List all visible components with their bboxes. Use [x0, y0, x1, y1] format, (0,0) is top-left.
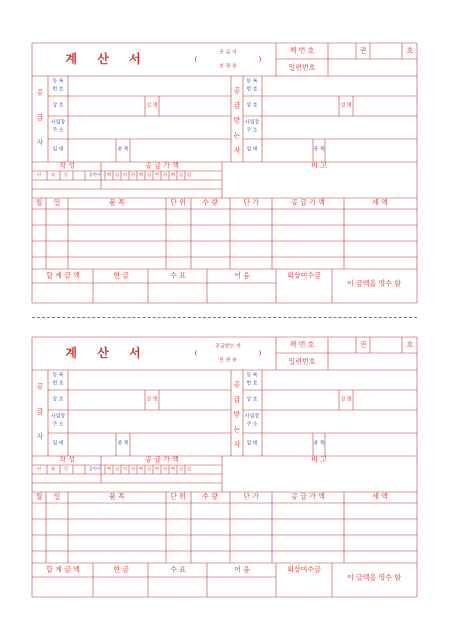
business-type-label: 업 태: [52, 440, 64, 447]
digit-label: 백: [138, 465, 144, 471]
date-unit-label: 일: [63, 465, 69, 471]
digit-label: 만: [154, 171, 160, 177]
reg-no-label: 등 록: [246, 78, 258, 85]
item-header: 단 위: [170, 198, 186, 207]
item-header: 품 목: [109, 198, 125, 207]
reg-no-label: 번 호: [246, 380, 258, 387]
address-label: 사업장: [50, 413, 66, 420]
receiver-vertical-label: 공: [233, 86, 241, 95]
address-label: 주 소: [246, 127, 258, 134]
trade-name-label: 상 호: [52, 102, 64, 109]
digit-label: 십: [146, 171, 152, 177]
receiver-vertical-label: 급: [233, 101, 241, 110]
serial-label: 일련번호: [288, 63, 316, 72]
supply-amount-label: 공 급 가 액: [145, 161, 179, 170]
business-item-label: 종 목: [313, 146, 325, 153]
bill-label: 어 음: [234, 565, 250, 574]
item-header: 일: [53, 198, 61, 207]
serial-label: 일련번호: [288, 357, 316, 366]
invoice-supplier-copy: [32, 43, 417, 303]
trade-name-label: 상 호: [246, 396, 258, 403]
paren-open: (: [194, 55, 198, 64]
item-header: 단 가: [243, 198, 259, 207]
supply-amount-label: 공 급 가 액: [145, 455, 179, 464]
item-header: 단 가: [243, 492, 259, 501]
digit-label: 십: [146, 465, 152, 471]
receiver-vertical-label: 공: [233, 380, 241, 389]
reg-no-label: 번 호: [246, 86, 258, 93]
digit-label: 백: [106, 465, 112, 471]
business-type-label: 업 태: [246, 440, 258, 447]
copy-type-line2: 보 관 용: [219, 63, 237, 70]
reg-no-label: 번 호: [52, 380, 64, 387]
invoice-receiver-copy: [32, 337, 417, 597]
copy-type-line1: 공 급 자: [219, 49, 237, 56]
reg-no-label: 등 록: [52, 372, 64, 379]
receiver-vertical-label: 자: [233, 440, 241, 449]
digit-label: 백: [170, 171, 176, 177]
date-unit-label: 월: [50, 465, 56, 471]
cut-line: [32, 317, 417, 318]
supplier-vertical-label: 공: [36, 88, 44, 97]
written-label: 작 성: [59, 161, 75, 170]
copy-type-line2: 보 관 용: [219, 357, 237, 364]
digit-label: 천: [130, 171, 136, 177]
receiver-vertical-label: 는: [233, 131, 241, 140]
supplier-vertical-label: 자: [36, 432, 44, 441]
copy-type-line1: 공급받는 자: [215, 343, 241, 350]
form-title: 계 산 서: [65, 52, 149, 66]
paren-close: ): [258, 349, 262, 358]
address-label: 주 소: [52, 127, 64, 134]
ho-label: 호: [406, 340, 414, 349]
written-label: 작 성: [59, 455, 75, 464]
item-header: 월: [35, 492, 43, 501]
supplier-vertical-label: 급: [36, 113, 44, 122]
digit-label: 백: [170, 465, 176, 471]
digit-label: 일: [186, 171, 192, 177]
owner-name-label: 성 명: [146, 396, 158, 403]
item-header: 공 급 가 액: [291, 492, 325, 501]
book-no-label: 책 번 호: [289, 46, 315, 55]
check-label: 수 표: [170, 565, 186, 574]
address-label: 사업장: [244, 119, 260, 126]
digit-label: 일: [186, 465, 192, 471]
item-header: 단 위: [170, 492, 186, 501]
item-header: 수 량: [202, 198, 218, 207]
trade-name-label: 상 호: [246, 102, 258, 109]
paren-close: ): [258, 55, 262, 64]
digit-label: 십: [178, 171, 184, 177]
digit-label: 십: [178, 465, 184, 471]
remarks-label: 비 고: [311, 161, 327, 170]
form-title: 계 산 서: [65, 346, 149, 360]
digit-label: 백: [106, 171, 112, 177]
receiver-vertical-label: 받: [233, 116, 241, 125]
business-item-label: 종 목: [117, 146, 129, 153]
item-header: 수 량: [202, 492, 218, 501]
credit-label: 외상미수금: [287, 271, 321, 280]
bill-label: 어 음: [234, 271, 250, 280]
digit-label: 백: [138, 171, 144, 177]
receiver-vertical-label: 는: [233, 425, 241, 434]
business-item-label: 종 목: [117, 440, 129, 447]
item-header: 품 목: [109, 492, 125, 501]
digit-label: 천: [130, 465, 136, 471]
credit-label: 외상미수금: [287, 565, 321, 574]
trade-name-label: 상 호: [52, 396, 64, 403]
blank-count-label: 공란수: [88, 171, 102, 177]
cash-label: 현 금: [113, 271, 129, 280]
ho-label: 호: [406, 46, 414, 55]
reg-no-label: 번 호: [52, 86, 64, 93]
item-header: 일: [53, 492, 61, 501]
digit-label: 억: [122, 171, 128, 177]
date-unit-label: 년: [36, 171, 42, 177]
digit-label: 억: [122, 465, 128, 471]
owner-name-label: 성 명: [340, 102, 352, 109]
business-type-label: 업 태: [246, 146, 258, 153]
cash-label: 현 금: [113, 565, 129, 574]
receiver-vertical-label: 급: [233, 395, 241, 404]
digit-label: 천: [162, 465, 168, 471]
date-unit-label: 년: [36, 465, 42, 471]
digit-label: 십: [114, 171, 120, 177]
digit-label: 천: [162, 171, 168, 177]
receiver-vertical-label: 받: [233, 410, 241, 419]
vol-label: 권: [359, 340, 367, 349]
address-label: 사업장: [50, 119, 66, 126]
receipt-note: 이 금액을 영수 함: [346, 279, 402, 288]
address-label: 주 소: [52, 421, 64, 428]
receiver-vertical-label: 자: [233, 146, 241, 155]
supplier-vertical-label: 공: [36, 382, 44, 391]
date-unit-label: 일: [63, 171, 69, 177]
date-unit-label: 월: [50, 171, 56, 177]
blank-count-label: 공란수: [88, 465, 102, 471]
digit-label: 만: [154, 465, 160, 471]
business-item-label: 종 목: [313, 440, 325, 447]
total-amount-label: 합 계 금 액: [46, 271, 80, 280]
item-header: 월: [35, 198, 43, 207]
supplier-vertical-label: 급: [36, 407, 44, 416]
item-header: 세 액: [372, 198, 388, 207]
owner-name-label: 성 명: [146, 102, 158, 109]
supplier-vertical-label: 자: [36, 138, 44, 147]
reg-no-label: 등 록: [52, 78, 64, 85]
reg-no-label: 등 록: [246, 372, 258, 379]
vol-label: 권: [359, 46, 367, 55]
item-header: 공 급 가 액: [291, 198, 325, 207]
paren-open: (: [194, 349, 198, 358]
remarks-label: 비 고: [311, 455, 327, 464]
check-label: 수 표: [170, 271, 186, 280]
digit-label: 십: [114, 465, 120, 471]
item-header: 세 액: [372, 492, 388, 501]
business-type-label: 업 태: [52, 146, 64, 153]
receipt-note: 이 금액을 영수 함: [346, 573, 402, 582]
book-no-label: 책 번 호: [289, 340, 315, 349]
total-amount-label: 합 계 금 액: [46, 565, 80, 574]
address-label: 주 소: [246, 421, 258, 428]
owner-name-label: 성 명: [340, 396, 352, 403]
address-label: 사업장: [244, 413, 260, 420]
